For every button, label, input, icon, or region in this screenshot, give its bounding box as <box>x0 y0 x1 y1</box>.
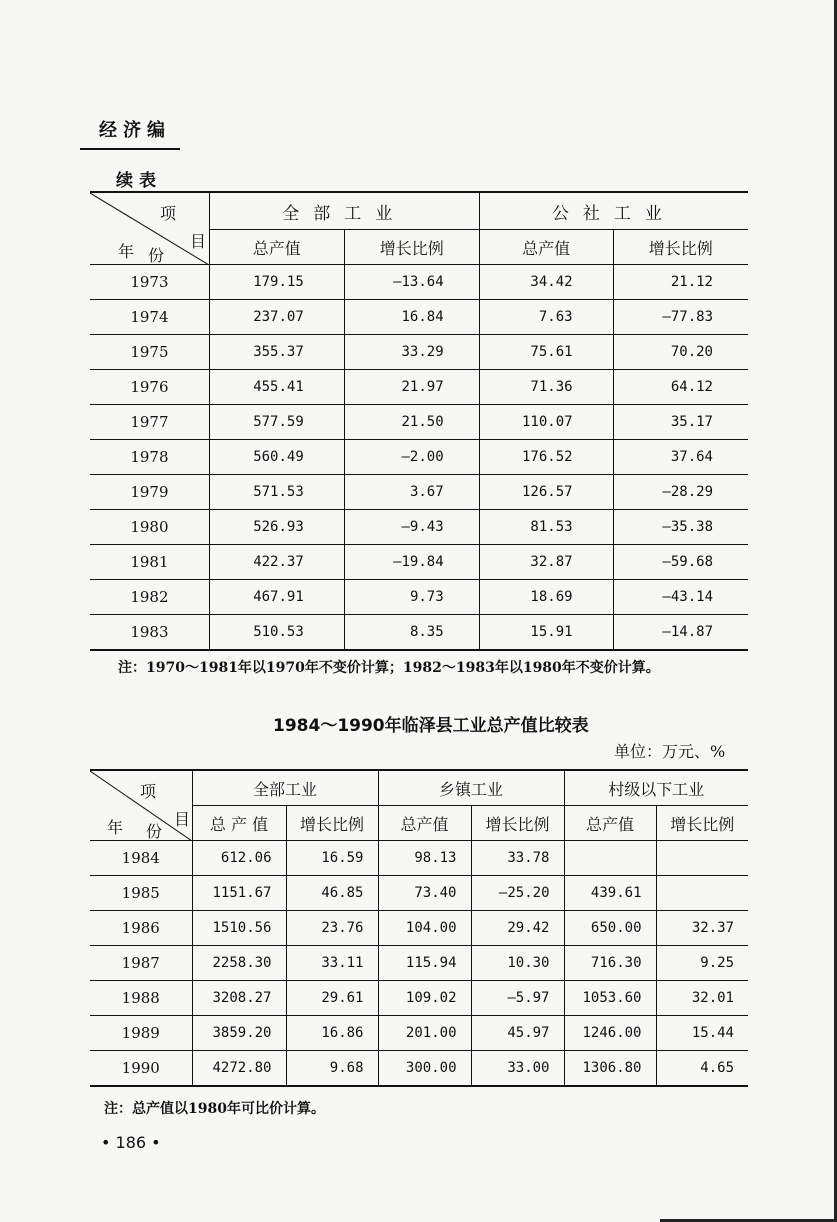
value-cell: 29.42 <box>471 911 564 946</box>
table2-note: 注：总产值以1980年可比价计算。 <box>104 1101 325 1117</box>
value-cell: 32.87 <box>479 545 613 580</box>
value-cell: —28.29 <box>613 475 748 510</box>
value-cell: 37.64 <box>613 440 748 475</box>
value-cell: 4272.80 <box>192 1051 286 1087</box>
year-cell: 1989 <box>90 1016 192 1051</box>
year-cell: 1975 <box>90 335 209 370</box>
value-cell: —43.14 <box>613 580 748 615</box>
year-cell: 1978 <box>90 440 209 475</box>
year-cell: 1986 <box>90 911 192 946</box>
value-cell: 18.69 <box>479 580 613 615</box>
value-cell: 81.53 <box>479 510 613 545</box>
section-rule <box>80 148 180 150</box>
group-header-township-industry: 乡镇工业 <box>378 770 564 806</box>
subheader-output: 总 产 值 <box>192 806 286 841</box>
value-cell: 115.94 <box>378 946 471 981</box>
corner-year-label: 年 <box>118 242 135 261</box>
value-cell: 650.00 <box>564 911 656 946</box>
year-cell: 1981 <box>90 545 209 580</box>
value-cell: 35.17 <box>613 405 748 440</box>
value-cell: 33.00 <box>471 1051 564 1087</box>
value-cell: 33.78 <box>471 841 564 876</box>
value-cell: 109.02 <box>378 981 471 1016</box>
year-cell: 1988 <box>90 981 192 1016</box>
year-cell: 1984 <box>90 841 192 876</box>
value-cell: 571.53 <box>209 475 344 510</box>
value-cell: —19.84 <box>344 545 479 580</box>
table2-corner-header <box>90 770 192 841</box>
table-row <box>90 981 748 1016</box>
value-cell: 29.61 <box>286 981 378 1016</box>
table-row <box>90 615 748 651</box>
continued-label: 续表 <box>116 171 162 191</box>
table-row <box>90 580 748 615</box>
subheader-growth: 增长比例 <box>613 230 748 265</box>
value-cell: —77.83 <box>613 300 748 335</box>
table-row <box>90 545 748 580</box>
value-cell: 1053.60 <box>564 981 656 1016</box>
value-cell: 33.29 <box>344 335 479 370</box>
group-header-village-industry: 村级以下工业 <box>564 770 748 806</box>
value-cell: 300.00 <box>378 1051 471 1087</box>
year-cell: 1983 <box>90 615 209 651</box>
section-title: 经济编 <box>99 120 171 141</box>
value-cell: 577.59 <box>209 405 344 440</box>
value-cell: 560.49 <box>209 440 344 475</box>
value-cell: 201.00 <box>378 1016 471 1051</box>
table-row <box>90 405 748 440</box>
subheader-output: 总产值 <box>378 806 471 841</box>
value-cell: 526.93 <box>209 510 344 545</box>
table2-unit: 单位：万元、% <box>614 742 726 761</box>
subheader-growth: 增长比例 <box>286 806 378 841</box>
year-cell: 1982 <box>90 580 209 615</box>
value-cell: 33.11 <box>286 946 378 981</box>
table-row <box>90 300 748 335</box>
subheader-output: 总产值 <box>209 230 344 265</box>
industry-output-table-1984-1990 <box>90 769 748 1087</box>
value-cell: 7.63 <box>479 300 613 335</box>
value-cell: 32.01 <box>656 981 748 1016</box>
subheader-growth: 增长比例 <box>471 806 564 841</box>
value-cell: 9.25 <box>656 946 748 981</box>
table-row <box>90 440 748 475</box>
year-cell: 1976 <box>90 370 209 405</box>
table2-title: 1984～1990年临泽县工业总产值比较表 <box>273 716 589 736</box>
corner-mu-label: 目 <box>190 232 207 251</box>
table-row <box>90 335 748 370</box>
value-cell: 16.86 <box>286 1016 378 1051</box>
value-cell: 467.91 <box>209 580 344 615</box>
value-cell: 75.61 <box>479 335 613 370</box>
value-cell: 32.37 <box>656 911 748 946</box>
value-cell <box>656 841 748 876</box>
table-row <box>90 911 748 946</box>
year-cell: 1987 <box>90 946 192 981</box>
table-row <box>90 510 748 545</box>
corner-year-label: 年 <box>107 818 124 837</box>
value-cell: 2258.30 <box>192 946 286 981</box>
value-cell: 21.97 <box>344 370 479 405</box>
table-row <box>90 370 748 405</box>
table-row <box>90 1051 748 1087</box>
corner-mu-label: 目 <box>174 810 191 829</box>
value-cell: 3.67 <box>344 475 479 510</box>
value-cell: 45.97 <box>471 1016 564 1051</box>
value-cell: 15.91 <box>479 615 613 651</box>
value-cell: 439.61 <box>564 876 656 911</box>
corner-fen-label: 份 <box>148 246 165 265</box>
value-cell: 73.40 <box>378 876 471 911</box>
value-cell: —13.64 <box>344 265 479 300</box>
group-header-all-industry: 全部工业 <box>209 192 479 230</box>
table-row <box>90 876 748 911</box>
value-cell: 98.13 <box>378 841 471 876</box>
value-cell: 70.20 <box>613 335 748 370</box>
year-cell: 1980 <box>90 510 209 545</box>
value-cell: 9.73 <box>344 580 479 615</box>
value-cell: 612.06 <box>192 841 286 876</box>
value-cell: 179.15 <box>209 265 344 300</box>
value-cell: 1151.67 <box>192 876 286 911</box>
page-number: • 186 • <box>101 1133 161 1152</box>
value-cell: —2.00 <box>344 440 479 475</box>
value-cell: 9.68 <box>286 1051 378 1087</box>
value-cell: 46.85 <box>286 876 378 911</box>
table-row <box>90 946 748 981</box>
subheader-growth: 增长比例 <box>344 230 479 265</box>
table-row <box>90 841 748 876</box>
group-header-commune-industry: 公社工业 <box>479 192 748 230</box>
value-cell: —25.20 <box>471 876 564 911</box>
value-cell: 422.37 <box>209 545 344 580</box>
year-cell: 1990 <box>90 1051 192 1087</box>
value-cell: —9.43 <box>344 510 479 545</box>
value-cell: 21.12 <box>613 265 748 300</box>
value-cell: 455.41 <box>209 370 344 405</box>
subheader-output: 总产值 <box>564 806 656 841</box>
value-cell: 1510.56 <box>192 911 286 946</box>
table1-note: 注：1970～1981年以1970年不变价计算；1982～1983年以1980年不变价计算。 <box>118 660 660 676</box>
value-cell: 176.52 <box>479 440 613 475</box>
value-cell: —59.68 <box>613 545 748 580</box>
table-row <box>90 1016 748 1051</box>
value-cell: 34.42 <box>479 265 613 300</box>
corner-item-label: 项 <box>140 782 157 801</box>
value-cell: 126.57 <box>479 475 613 510</box>
value-cell: 1306.80 <box>564 1051 656 1087</box>
value-cell <box>564 841 656 876</box>
value-cell: 71.36 <box>479 370 613 405</box>
value-cell <box>656 876 748 911</box>
value-cell: 23.76 <box>286 911 378 946</box>
value-cell: 16.84 <box>344 300 479 335</box>
value-cell: 110.07 <box>479 405 613 440</box>
group-header-all-industry: 全部工业 <box>192 770 378 806</box>
value-cell: 16.59 <box>286 841 378 876</box>
year-cell: 1977 <box>90 405 209 440</box>
subheader-output: 总产值 <box>479 230 613 265</box>
value-cell: —5.97 <box>471 981 564 1016</box>
value-cell: 4.65 <box>656 1051 748 1087</box>
value-cell: 3208.27 <box>192 981 286 1016</box>
value-cell: 21.50 <box>344 405 479 440</box>
year-cell: 1979 <box>90 475 209 510</box>
value-cell: 15.44 <box>656 1016 748 1051</box>
value-cell: 237.07 <box>209 300 344 335</box>
subheader-growth: 增长比例 <box>656 806 748 841</box>
value-cell: 8.35 <box>344 615 479 651</box>
value-cell: 716.30 <box>564 946 656 981</box>
corner-item-label: 项 <box>160 204 177 223</box>
value-cell: 3859.20 <box>192 1016 286 1051</box>
industry-output-table-1973-1983 <box>90 191 748 651</box>
value-cell: —14.87 <box>613 615 748 651</box>
value-cell: 10.30 <box>471 946 564 981</box>
table1-corner-header <box>90 192 209 265</box>
corner-fen-label: 份 <box>146 822 163 841</box>
year-cell: 1985 <box>90 876 192 911</box>
year-cell: 1973 <box>90 265 209 300</box>
value-cell: 1246.00 <box>564 1016 656 1051</box>
value-cell: —35.38 <box>613 510 748 545</box>
value-cell: 104.00 <box>378 911 471 946</box>
value-cell: 510.53 <box>209 615 344 651</box>
table-row <box>90 265 748 300</box>
value-cell: 64.12 <box>613 370 748 405</box>
table-row <box>90 475 748 510</box>
value-cell: 355.37 <box>209 335 344 370</box>
year-cell: 1974 <box>90 300 209 335</box>
